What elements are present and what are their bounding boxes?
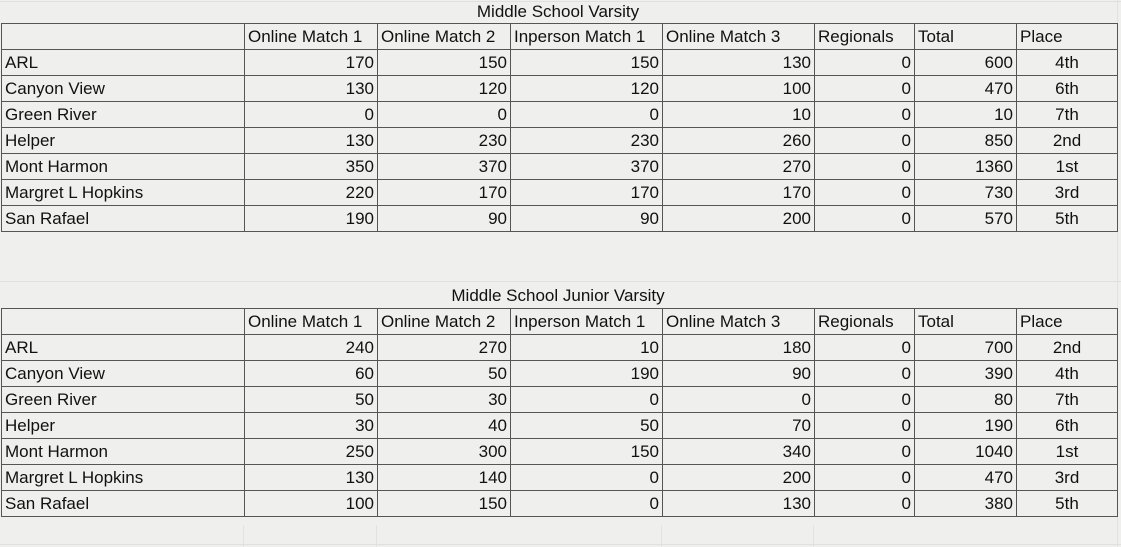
table-title-junior-varsity: Middle School Junior Varsity <box>451 286 665 305</box>
school-name-cell[interactable]: Green River <box>2 387 245 413</box>
column-header[interactable]: Inperson Match 1 <box>511 24 663 50</box>
score-cell[interactable]: 130 <box>663 50 815 76</box>
column-header[interactable]: Place <box>1017 309 1118 335</box>
place-cell[interactable]: 7th <box>1017 102 1118 128</box>
score-cell[interactable]: 190 <box>915 413 1017 439</box>
column-header[interactable]: Regionals <box>815 309 915 335</box>
place-cell[interactable]: 2nd <box>1017 335 1118 361</box>
score-cell[interactable]: 0 <box>511 491 663 517</box>
place-cell[interactable]: 3rd <box>1017 465 1118 491</box>
place-cell[interactable]: 7th <box>1017 387 1118 413</box>
table-row <box>2 361 1118 387</box>
score-cell[interactable]: 470 <box>915 76 1017 102</box>
score-cell[interactable]: 200 <box>663 206 815 232</box>
score-cell[interactable]: 10 <box>663 102 815 128</box>
school-name-cell[interactable]: San Rafael <box>2 206 245 232</box>
score-cell[interactable]: 0 <box>663 387 815 413</box>
score-cell[interactable]: 190 <box>245 206 378 232</box>
table-row <box>2 413 1118 439</box>
score-cell[interactable]: 150 <box>378 50 511 76</box>
score-cell[interactable]: 10 <box>915 102 1017 128</box>
place-cell[interactable]: 4th <box>1017 50 1118 76</box>
school-name-cell[interactable]: Mont Harmon <box>2 154 245 180</box>
place-cell[interactable]: 5th <box>1017 491 1118 517</box>
score-cell[interactable]: 0 <box>815 335 915 361</box>
score-cell[interactable]: 150 <box>511 50 663 76</box>
score-cell[interactable]: 230 <box>378 128 511 154</box>
score-cell[interactable]: 230 <box>511 128 663 154</box>
school-name-cell[interactable]: Helper <box>2 128 245 154</box>
score-cell[interactable]: 130 <box>245 128 378 154</box>
column-header[interactable]: Online Match 2 <box>378 24 511 50</box>
score-cell[interactable]: 90 <box>511 206 663 232</box>
place-cell[interactable]: 5th <box>1017 206 1118 232</box>
column-header[interactable]: Inperson Match 1 <box>511 309 663 335</box>
table-row <box>2 128 1118 154</box>
place-cell[interactable]: 6th <box>1017 413 1118 439</box>
score-cell[interactable]: 300 <box>378 439 511 465</box>
table-row <box>2 335 1118 361</box>
column-header[interactable]: Online Match 3 <box>663 309 815 335</box>
score-cell[interactable]: 170 <box>511 180 663 206</box>
score-cell[interactable]: 120 <box>378 76 511 102</box>
score-cell[interactable]: 120 <box>511 76 663 102</box>
column-header[interactable]: Online Match 1 <box>245 24 378 50</box>
score-cell[interactable]: 150 <box>511 439 663 465</box>
column-header[interactable]: Regionals <box>815 24 915 50</box>
column-header[interactable] <box>2 309 245 335</box>
score-cell[interactable]: 50 <box>245 387 378 413</box>
score-cell[interactable]: 380 <box>915 491 1017 517</box>
place-cell[interactable]: 3rd <box>1017 180 1118 206</box>
score-cell[interactable]: 0 <box>815 76 915 102</box>
school-name-cell[interactable]: Canyon View <box>2 361 245 387</box>
score-cell[interactable]: 90 <box>378 206 511 232</box>
score-cell[interactable]: 0 <box>815 180 915 206</box>
score-cell[interactable]: 0 <box>511 465 663 491</box>
score-cell[interactable]: 80 <box>915 387 1017 413</box>
column-header[interactable]: Total <box>915 309 1017 335</box>
score-cell[interactable]: 0 <box>815 102 915 128</box>
score-cell[interactable]: 730 <box>915 180 1017 206</box>
school-name-cell[interactable]: Mont Harmon <box>2 439 245 465</box>
column-header[interactable]: Online Match 1 <box>245 309 378 335</box>
score-cell[interactable]: 1360 <box>915 154 1017 180</box>
score-cell[interactable]: 260 <box>663 128 815 154</box>
score-cell[interactable]: 170 <box>245 50 378 76</box>
school-name-cell[interactable]: ARL <box>2 335 245 361</box>
score-cell[interactable]: 0 <box>815 128 915 154</box>
score-cell[interactable]: 200 <box>663 465 815 491</box>
gridline <box>0 281 1121 282</box>
score-cell[interactable]: 130 <box>245 76 378 102</box>
table-row <box>2 102 1118 128</box>
score-cell[interactable]: 240 <box>245 335 378 361</box>
place-cell[interactable]: 4th <box>1017 361 1118 387</box>
score-cell[interactable]: 600 <box>915 50 1017 76</box>
place-cell[interactable]: 2nd <box>1017 128 1118 154</box>
gridline <box>243 525 244 547</box>
school-name-cell[interactable]: Margret L Hopkins <box>2 180 245 206</box>
school-name-cell[interactable]: Canyon View <box>2 76 245 102</box>
place-cell[interactable]: 1st <box>1017 439 1118 465</box>
score-cell[interactable]: 60 <box>245 361 378 387</box>
score-cell[interactable]: 100 <box>245 491 378 517</box>
table-row <box>2 387 1118 413</box>
score-cell[interactable]: 150 <box>378 491 511 517</box>
score-cell[interactable]: 0 <box>815 413 915 439</box>
table-row <box>2 465 1118 491</box>
score-cell[interactable]: 250 <box>245 439 378 465</box>
header-row <box>2 309 1118 335</box>
score-cell[interactable]: 0 <box>815 361 915 387</box>
score-cell[interactable]: 140 <box>378 465 511 491</box>
school-name-cell[interactable]: ARL <box>2 50 245 76</box>
score-cell[interactable]: 0 <box>815 206 915 232</box>
score-cell[interactable]: 0 <box>815 154 915 180</box>
score-cell[interactable]: 90 <box>663 361 815 387</box>
table-row <box>2 180 1118 206</box>
score-cell[interactable]: 30 <box>378 387 511 413</box>
score-cell[interactable]: 10 <box>511 335 663 361</box>
school-name-cell[interactable]: Green River <box>2 102 245 128</box>
score-cell[interactable]: 270 <box>378 335 511 361</box>
score-cell[interactable]: 220 <box>245 180 378 206</box>
score-cell[interactable]: 700 <box>915 335 1017 361</box>
score-cell[interactable]: 1040 <box>915 439 1017 465</box>
score-cell[interactable]: 850 <box>915 128 1017 154</box>
table-row <box>2 50 1118 76</box>
score-cell[interactable]: 0 <box>511 102 663 128</box>
score-cell[interactable]: 270 <box>663 154 815 180</box>
score-cell[interactable]: 350 <box>245 154 378 180</box>
column-header[interactable]: Total <box>915 24 1017 50</box>
score-cell[interactable]: 100 <box>663 76 815 102</box>
table-row <box>2 76 1118 102</box>
score-cell[interactable]: 40 <box>378 413 511 439</box>
score-cell[interactable]: 50 <box>511 413 663 439</box>
table-row <box>2 491 1118 517</box>
score-cell[interactable]: 370 <box>511 154 663 180</box>
column-header[interactable]: Place <box>1017 24 1118 50</box>
score-cell[interactable]: 390 <box>915 361 1017 387</box>
score-cell[interactable]: 0 <box>815 465 915 491</box>
column-header[interactable]: Online Match 3 <box>663 24 815 50</box>
score-cell[interactable]: 130 <box>245 465 378 491</box>
column-header[interactable]: Online Match 2 <box>378 309 511 335</box>
score-cell[interactable]: 570 <box>915 206 1017 232</box>
score-cell[interactable]: 130 <box>663 491 815 517</box>
table-title-varsity: Middle School Varsity <box>476 2 640 21</box>
school-name-cell[interactable]: Margret L Hopkins <box>2 465 245 491</box>
score-cell[interactable]: 0 <box>815 50 915 76</box>
score-cell[interactable]: 0 <box>245 102 378 128</box>
score-cell[interactable]: 470 <box>915 465 1017 491</box>
table-row <box>2 154 1118 180</box>
score-cell[interactable]: 0 <box>511 387 663 413</box>
header-row <box>2 24 1118 50</box>
place-cell[interactable]: 1st <box>1017 154 1118 180</box>
varsity-table <box>1 23 1118 232</box>
gridline <box>0 544 1121 545</box>
score-cell[interactable]: 180 <box>663 335 815 361</box>
place-cell[interactable]: 6th <box>1017 76 1118 102</box>
score-cell[interactable]: 0 <box>815 387 915 413</box>
score-cell[interactable]: 0 <box>815 491 915 517</box>
table-row <box>2 206 1118 232</box>
score-cell[interactable]: 70 <box>663 413 815 439</box>
score-cell[interactable]: 370 <box>378 154 511 180</box>
score-cell[interactable]: 0 <box>815 439 915 465</box>
score-cell[interactable]: 170 <box>663 180 815 206</box>
school-name-cell[interactable]: Helper <box>2 413 245 439</box>
score-cell[interactable]: 170 <box>378 180 511 206</box>
score-cell[interactable]: 30 <box>245 413 378 439</box>
table-row <box>2 439 1118 465</box>
gridline <box>376 525 377 547</box>
score-cell[interactable]: 190 <box>511 361 663 387</box>
gridline <box>813 525 814 547</box>
gridline <box>661 525 662 547</box>
score-cell[interactable]: 0 <box>378 102 511 128</box>
school-name-cell[interactable]: San Rafael <box>2 491 245 517</box>
score-cell[interactable]: 50 <box>378 361 511 387</box>
column-header[interactable] <box>2 24 245 50</box>
score-cell[interactable]: 340 <box>663 439 815 465</box>
junior-varsity-table <box>1 308 1118 517</box>
